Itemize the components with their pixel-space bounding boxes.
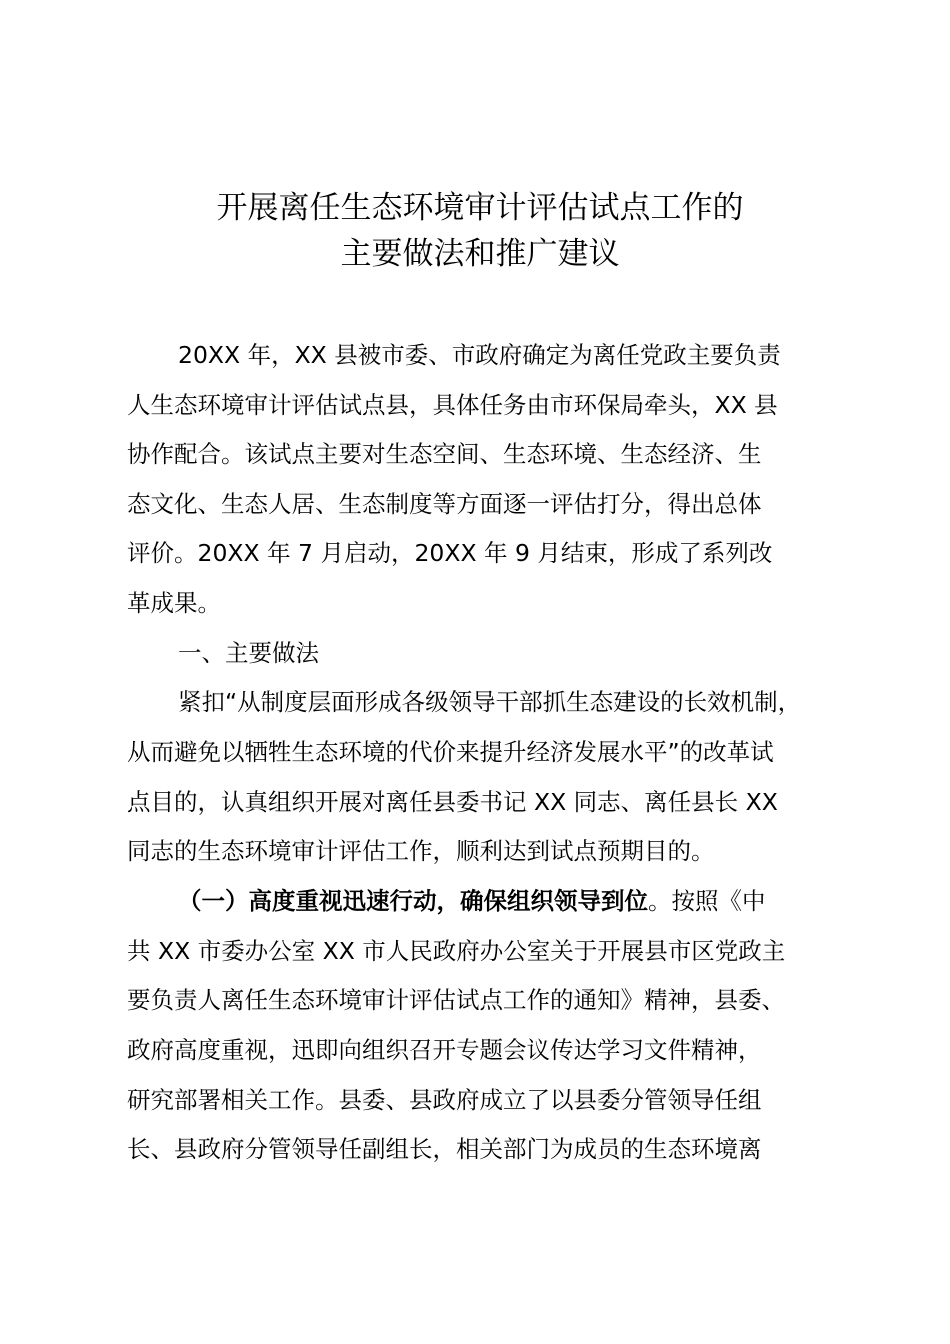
section-paragraph-line: 同志的生态环境审计评估工作，顺利达到试点预期目的。 <box>127 837 715 865</box>
intro-paragraph-line: 革成果。 <box>127 589 221 617</box>
document-title-line-1: 开展离任生态环境审计评估试点工作的 <box>216 190 744 226</box>
section-paragraph-line: 点目的，认真组织开展对离任县委书记 XX 同志、离任县长 XX <box>127 788 778 816</box>
item-heading: （一）高度重视迅速行动，确保组织领导到位 <box>178 887 648 915</box>
intro-paragraph-line: 态文化、生态人居、生态制度等方面逐一评估打分，得出总体 <box>127 490 762 518</box>
item-paragraph-line: 研究部署相关工作。县委、县政府成立了以县委分管领导任组 <box>127 1086 762 1114</box>
intro-paragraph-line: 20XX 年，XX 县被市委、市政府确定为离任党政主要负责 <box>178 341 781 369</box>
section-paragraph-line: 从而避免以牺牲生态环境的代价来提升经济发展水平”的改革试 <box>127 738 774 766</box>
item-paragraph-first-line <box>178 884 766 918</box>
intro-paragraph-line: 协作配合。该试点主要对生态空间、生态环境、生态经济、生 <box>127 440 762 468</box>
item-paragraph-line: 政府高度重视，迅即向组织召开专题会议传达学习文件精神， <box>127 1036 762 1064</box>
item-heading-continuation: 。按照《中 <box>648 887 766 915</box>
document-title-line-2: 主要做法和推广建议 <box>340 236 620 272</box>
intro-paragraph-line: 人生态环境审计评估试点县，具体任务由市环保局牵头，XX 县 <box>127 391 778 419</box>
item-paragraph-line: 共 XX 市委办公室 XX 市人民政府办公室关于开展县市区党政主 <box>127 937 786 965</box>
section-heading: 一、主要做法 <box>178 639 319 667</box>
intro-paragraph-line: 评价。20XX 年 7 月启动，20XX 年 9 月结束，形成了系列改 <box>127 539 773 567</box>
item-paragraph-line: 要负责人离任生态环境审计评估试点工作的通知》精神，县委、 <box>127 986 785 1014</box>
section-paragraph-line: 紧扣“从制度层面形成各级领导干部抓生态建设的长效机制， <box>178 688 802 716</box>
item-paragraph-line: 长、县政府分管领导任副组长，相关部门为成员的生态环境离 <box>127 1135 762 1163</box>
